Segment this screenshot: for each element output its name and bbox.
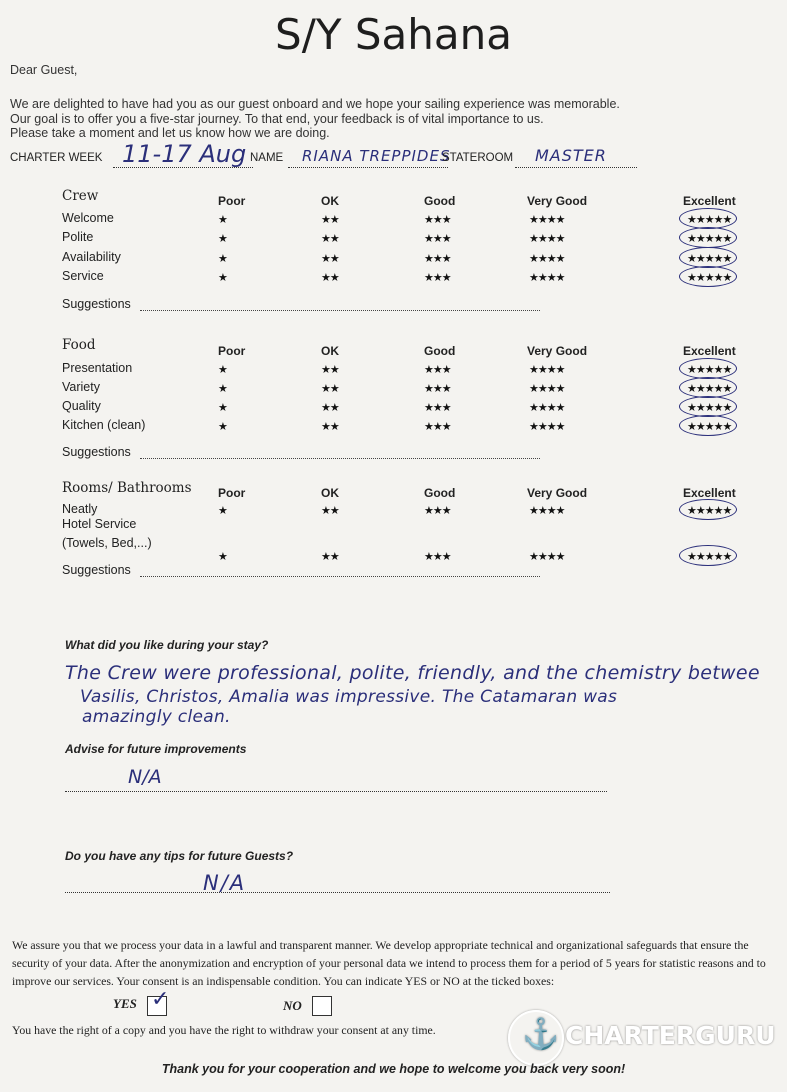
section-title: Rooms/ Bathrooms — [62, 480, 192, 496]
charter-week-value[interactable]: 11-17 Aug — [122, 140, 247, 168]
rating-item-label: Variety — [62, 380, 100, 394]
selected-circle-mark — [679, 247, 737, 268]
yes-checkbox[interactable] — [147, 987, 170, 1016]
column-header: Excellent — [683, 194, 736, 208]
star-rating-option[interactable]: ★★★ — [424, 272, 451, 284]
tips-question: Do you have any tips for future Guests? — [65, 849, 294, 863]
column-header: Poor — [218, 486, 246, 500]
rating-item-label: (Towels, Bed,...) — [62, 536, 152, 550]
name-value[interactable]: RIANA TREPPIDES — [302, 147, 451, 165]
star-rating-option[interactable]: ★★★★ — [529, 364, 565, 376]
column-header: Good — [424, 344, 456, 358]
section-title: Crew — [62, 188, 99, 204]
star-rating-option[interactable]: ★★★★ — [529, 272, 565, 284]
star-rating-option[interactable]: ★★★★ — [529, 402, 565, 414]
column-header: Excellent — [683, 486, 736, 500]
greeting: Dear Guest, — [10, 63, 78, 77]
star-rating-option[interactable]: ★★ — [321, 551, 339, 563]
rating-item-label: Hotel Service — [62, 517, 137, 531]
star-rating-option[interactable]: ★★★★★ — [687, 421, 732, 433]
star-rating-option[interactable]: ★ — [218, 214, 227, 226]
suggestions-line[interactable] — [140, 310, 540, 311]
star-rating-option[interactable]: ★★★ — [424, 253, 451, 265]
suggestions-label: Suggestions — [62, 563, 131, 577]
star-rating-option[interactable]: ★ — [218, 383, 227, 395]
rating-item-label: Kitchen (clean) — [62, 418, 146, 432]
suggestions-label: Suggestions — [62, 445, 131, 459]
watermark-text: CHARTERGURU — [565, 1021, 776, 1050]
star-rating-option[interactable]: ★★★ — [424, 551, 451, 563]
rating-item-label: Availability — [62, 250, 121, 264]
no-checkbox[interactable] — [312, 996, 332, 1016]
star-rating-option[interactable]: ★★ — [321, 421, 339, 433]
star-rating-option[interactable]: ★★★ — [424, 214, 451, 226]
star-rating-option[interactable]: ★★ — [321, 272, 339, 284]
page-title: S/Y Sahana — [275, 10, 512, 59]
column-header: Good — [424, 486, 456, 500]
stateroom-value[interactable]: MASTER — [535, 146, 607, 165]
star-rating-option[interactable]: ★ — [218, 551, 227, 563]
advise-question: Advise for future improvements — [65, 742, 247, 756]
selected-circle-mark — [679, 266, 737, 287]
suggestions-line[interactable] — [140, 576, 540, 577]
column-header: Good — [424, 194, 456, 208]
check-icon: ✓ — [151, 987, 170, 1012]
column-header: Very Good — [527, 194, 588, 208]
column-header: OK — [321, 486, 339, 500]
no-label: NO — [283, 998, 302, 1013]
star-rating-option[interactable]: ★★ — [321, 505, 339, 517]
yes-label: YES — [113, 996, 137, 1011]
star-rating-option[interactable]: ★★★★ — [529, 421, 565, 433]
star-rating-option[interactable]: ★★★★★ — [687, 364, 732, 376]
anchor-icon: ⚓ — [508, 1010, 564, 1066]
star-rating-option[interactable]: ★★★★ — [529, 253, 565, 265]
charter-week-label: CHARTER WEEK — [10, 152, 103, 164]
star-rating-option[interactable]: ★★ — [321, 253, 339, 265]
column-header: Poor — [218, 194, 246, 208]
rating-item-label: Neatly — [62, 502, 98, 516]
intro-line-2: Our goal is to offer you a five-star journey. To that end, your feedback is of vital importance to us. — [10, 112, 544, 126]
consent-text: We assure you that we process your data in a lawful and transparent manner. We develop appropriate technical and organizational safeguards that ensure the security of your data. After the anonymization and encryption of your personal data we intend to process them for a period of 5 years for statistic reasons and to improve our services. Your consent is an indispensable condition. You can indicate YES or NO at the ticked boxes: — [12, 938, 766, 988]
star-rating-option[interactable]: ★ — [218, 272, 227, 284]
column-header: Very Good — [527, 486, 588, 500]
star-rating-option[interactable]: ★★★★★ — [687, 214, 732, 226]
column-header: Excellent — [683, 344, 736, 358]
selected-circle-mark — [679, 499, 737, 520]
star-rating-option[interactable]: ★ — [218, 421, 227, 433]
selected-circle-mark — [679, 396, 737, 417]
star-rating-option[interactable]: ★★ — [321, 214, 339, 226]
column-header: OK — [321, 194, 339, 208]
rating-item-label: Polite — [62, 230, 94, 244]
star-rating-option[interactable]: ★★ — [321, 233, 339, 245]
star-rating-option[interactable]: ★★ — [321, 364, 339, 376]
star-rating-option[interactable]: ★★★★ — [529, 214, 565, 226]
footer-thanks: Thank you for your cooperation and we hope to welcome you back very soon! — [161, 1062, 626, 1076]
selected-circle-mark — [679, 545, 737, 566]
rating-item-label: Service — [62, 269, 104, 283]
star-rating-option[interactable]: ★ — [218, 253, 227, 265]
star-rating-option[interactable]: ★ — [218, 402, 227, 414]
star-rating-option[interactable]: ★★★★★ — [687, 272, 732, 284]
selected-circle-mark — [679, 208, 737, 229]
star-rating-option[interactable]: ★★★★★ — [687, 551, 732, 563]
selected-circle-mark — [679, 377, 737, 398]
star-rating-option[interactable]: ★★★★ — [529, 551, 565, 563]
star-rating-option[interactable]: ★ — [218, 364, 227, 376]
star-rating-option[interactable]: ★★★ — [424, 364, 451, 376]
star-rating-option[interactable]: ★★★★ — [529, 383, 565, 395]
star-rating-option[interactable]: ★★★ — [424, 383, 451, 395]
star-rating-option[interactable]: ★★★★★ — [687, 383, 732, 395]
stateroom-label: STATEROOM — [442, 152, 514, 164]
star-rating-option[interactable]: ★★★★ — [529, 233, 565, 245]
rating-item-label: Presentation — [62, 361, 133, 375]
selected-circle-mark — [679, 358, 737, 379]
suggestions-line[interactable] — [140, 458, 540, 459]
star-rating-option[interactable]: ★★★ — [424, 402, 451, 414]
star-rating-option[interactable]: ★★ — [321, 402, 339, 414]
column-header: Poor — [218, 344, 246, 358]
rating-item-label: Welcome — [62, 211, 114, 225]
star-rating-option[interactable]: ★★★ — [424, 421, 451, 433]
selected-circle-mark — [679, 415, 737, 436]
charter-row — [10, 140, 640, 170]
star-rating-option[interactable]: ★ — [218, 505, 227, 517]
star-rating-option[interactable]: ★★★★★ — [687, 402, 732, 414]
advise-answer[interactable]: N/A — [128, 766, 162, 788]
column-header: Very Good — [527, 344, 588, 358]
name-label: NAME — [250, 152, 284, 164]
rating-item-label: Quality — [62, 399, 101, 413]
rights-text: You have the right of a copy and you have the right to withdraw your consent at any time. — [12, 1023, 436, 1037]
column-header: OK — [321, 344, 339, 358]
star-rating-option[interactable]: ★★★★ — [529, 505, 565, 517]
star-rating-option[interactable]: ★★★★★ — [687, 233, 732, 245]
liked-answer-line-1[interactable]: The Crew were professional, polite, friendly, and the chemistry betwee — [65, 662, 760, 684]
star-rating-option[interactable]: ★★ — [321, 383, 339, 395]
liked-question: What did you like during your stay? — [65, 638, 269, 652]
tips-answer[interactable]: N/A — [203, 871, 247, 895]
selected-circle-mark — [679, 227, 737, 248]
suggestions-label: Suggestions — [62, 297, 131, 311]
intro-line-1: We are delighted to have had you as our guest onboard and we hope your sailing experience was memorable. — [10, 97, 620, 111]
star-rating-option[interactable]: ★★★★★ — [687, 505, 732, 517]
star-rating-option[interactable]: ★★★★★ — [687, 253, 732, 265]
section-title: Food — [62, 337, 96, 353]
liked-answer-line-2[interactable]: Vasilis, Christos, Amalia was impressive. The Catamaran was — [80, 687, 618, 707]
star-rating-option[interactable]: ★★★ — [424, 233, 451, 245]
intro-line-3: Please take a moment and let us know how we are doing. — [10, 126, 330, 140]
liked-answer-line-3[interactable]: amazingly clean. — [82, 707, 231, 727]
star-rating-option[interactable]: ★ — [218, 233, 227, 245]
star-rating-option[interactable]: ★★★ — [424, 505, 451, 517]
